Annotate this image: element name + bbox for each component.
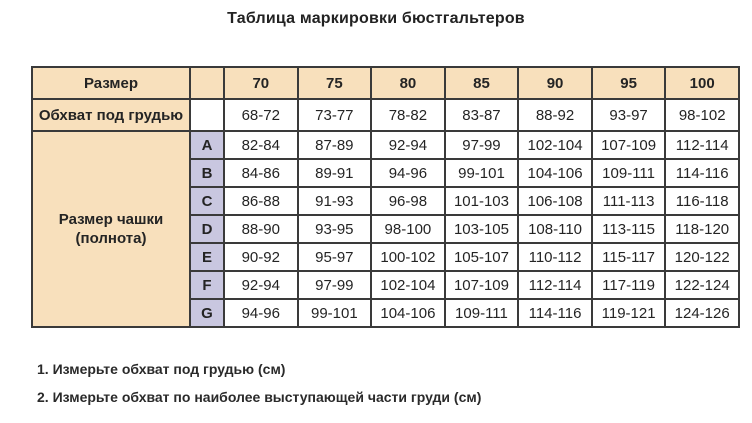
bust-range-cell: 114-116 [518,299,592,327]
cup-letter-cell: B [190,159,224,187]
band-size-header: 80 [371,67,445,99]
note-2: 2. Измерьте обхват по наиболее выступающей части груди (см) [37,389,482,405]
cup-size-row-label-line2: (полнота) [75,230,147,247]
bust-range-cell: 107-109 [445,271,519,299]
cup-letter-cell: A [190,131,224,159]
bust-range-cell: 82-84 [224,131,298,159]
size-row-label: Размер [32,67,190,99]
underbust-range-cell: 98-102 [665,99,739,131]
underbust-range-cell: 68-72 [224,99,298,131]
bust-range-cell: 112-114 [665,131,739,159]
bust-range-cell: 100-102 [371,243,445,271]
page-title: Таблица маркировки бюстгальтеров [227,10,525,27]
bust-range-cell: 98-100 [371,215,445,243]
bust-range-cell: 110-112 [518,243,592,271]
cup-letter-cell: E [190,243,224,271]
measurement-notes [37,361,481,405]
cup-row-a [32,131,739,159]
bust-range-cell: 89-91 [298,159,372,187]
bust-range-cell: 116-118 [665,187,739,215]
underbust-range-cell: 83-87 [445,99,519,131]
bust-range-cell: 108-110 [518,215,592,243]
underbust-range-cell: 88-92 [518,99,592,131]
bust-range-cell: 109-111 [445,299,519,327]
band-size-header: 70 [224,67,298,99]
bra-size-table [31,66,740,328]
bust-range-cell: 101-103 [445,187,519,215]
bust-range-cell: 111-113 [592,187,666,215]
bust-range-cell: 118-120 [665,215,739,243]
bust-range-cell: 102-104 [518,131,592,159]
corner-empty-cell [190,67,224,99]
bust-range-cell: 107-109 [592,131,666,159]
bust-range-cell: 92-94 [371,131,445,159]
bust-range-cell: 93-95 [298,215,372,243]
bust-range-cell: 99-101 [445,159,519,187]
bust-range-cell: 104-106 [518,159,592,187]
bust-range-cell: 109-111 [592,159,666,187]
bust-range-cell: 88-90 [224,215,298,243]
cup-letter-cell: F [190,271,224,299]
cup-size-row-label-line1: Размер чашки [58,211,164,228]
bust-range-cell: 97-99 [445,131,519,159]
bust-range-cell: 99-101 [298,299,372,327]
underbust-row-label: Обхват под грудью [32,99,190,131]
band-size-header: 95 [592,67,666,99]
bust-range-cell: 105-107 [445,243,519,271]
band-size-header-row [32,67,739,99]
band-size-header: 90 [518,67,592,99]
bust-range-cell: 84-86 [224,159,298,187]
bust-range-cell: 124-126 [665,299,739,327]
underbust-range-cell: 78-82 [371,99,445,131]
cup-size-row-label [32,131,190,327]
band-size-header: 85 [445,67,519,99]
bust-range-cell: 114-116 [665,159,739,187]
underbust-empty-cell [190,99,224,131]
bust-range-cell: 103-105 [445,215,519,243]
bust-range-cell: 112-114 [518,271,592,299]
underbust-range-cell: 93-97 [592,99,666,131]
bust-range-cell: 97-99 [298,271,372,299]
bust-range-cell: 87-89 [298,131,372,159]
bust-range-cell: 104-106 [371,299,445,327]
bust-range-cell: 122-124 [665,271,739,299]
bust-range-cell: 117-119 [592,271,666,299]
bust-range-cell: 119-121 [592,299,666,327]
bust-range-cell: 96-98 [371,187,445,215]
bust-range-cell: 106-108 [518,187,592,215]
underbust-row [32,99,739,131]
bust-range-cell: 115-117 [592,243,666,271]
bust-range-cell: 94-96 [224,299,298,327]
bust-range-cell: 113-115 [592,215,666,243]
cup-letter-cell: G [190,299,224,327]
underbust-range-cell: 73-77 [298,99,372,131]
band-size-header: 100 [665,67,739,99]
bust-range-cell: 86-88 [224,187,298,215]
bust-range-cell: 90-92 [224,243,298,271]
band-size-header: 75 [298,67,372,99]
note-1: 1. Измерьте обхват под грудью (см) [37,361,286,377]
bust-range-cell: 94-96 [371,159,445,187]
bust-range-cell: 95-97 [298,243,372,271]
cup-letter-cell: D [190,215,224,243]
bust-range-cell: 102-104 [371,271,445,299]
cup-letter-cell: C [190,187,224,215]
bust-range-cell: 120-122 [665,243,739,271]
bust-range-cell: 92-94 [224,271,298,299]
bust-range-cell: 91-93 [298,187,372,215]
